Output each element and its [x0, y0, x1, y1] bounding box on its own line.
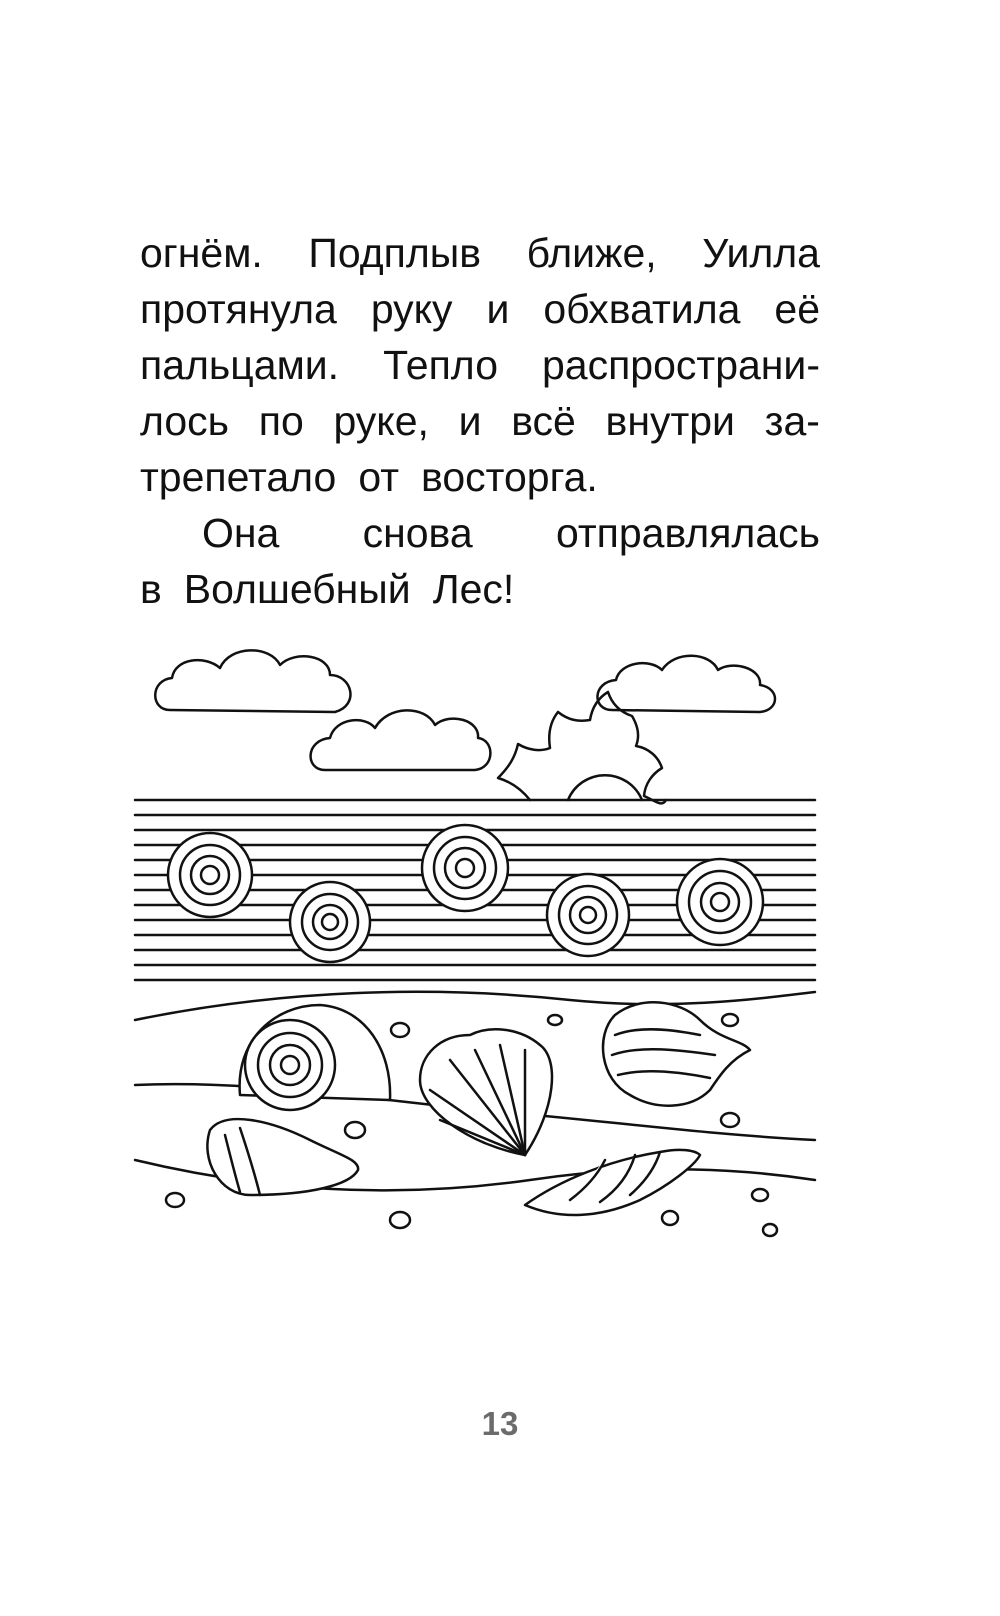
text-line: трепетало от восторга. [140, 454, 598, 500]
sun [568, 775, 642, 800]
spiral-shell [240, 1005, 391, 1110]
striped-conch [603, 1002, 750, 1105]
cloud-left [155, 650, 350, 712]
text-line: огнём. Подплыв ближе, Уилла [140, 230, 820, 276]
shore-line-1 [135, 992, 815, 1020]
cloud-right [597, 656, 775, 712]
sun-rays [498, 692, 666, 803]
seashells-illustration [130, 640, 820, 1290]
text-line: протянула руку и обхватила её [140, 286, 820, 332]
cone-shell [207, 1119, 358, 1195]
text-line: лось по руке, и всё внутри за- [140, 398, 820, 444]
text-line: Она снова отправлялась [202, 510, 820, 556]
text-line: в Волшебный Лес! [140, 566, 515, 612]
scallop-shell [420, 1029, 552, 1155]
auger-shell [525, 1150, 700, 1215]
page-number: 13 [481, 1405, 519, 1442]
text-line: пальцами. Тепло распространи- [140, 342, 820, 388]
body-text [140, 225, 820, 617]
cloud-middle [311, 710, 491, 770]
